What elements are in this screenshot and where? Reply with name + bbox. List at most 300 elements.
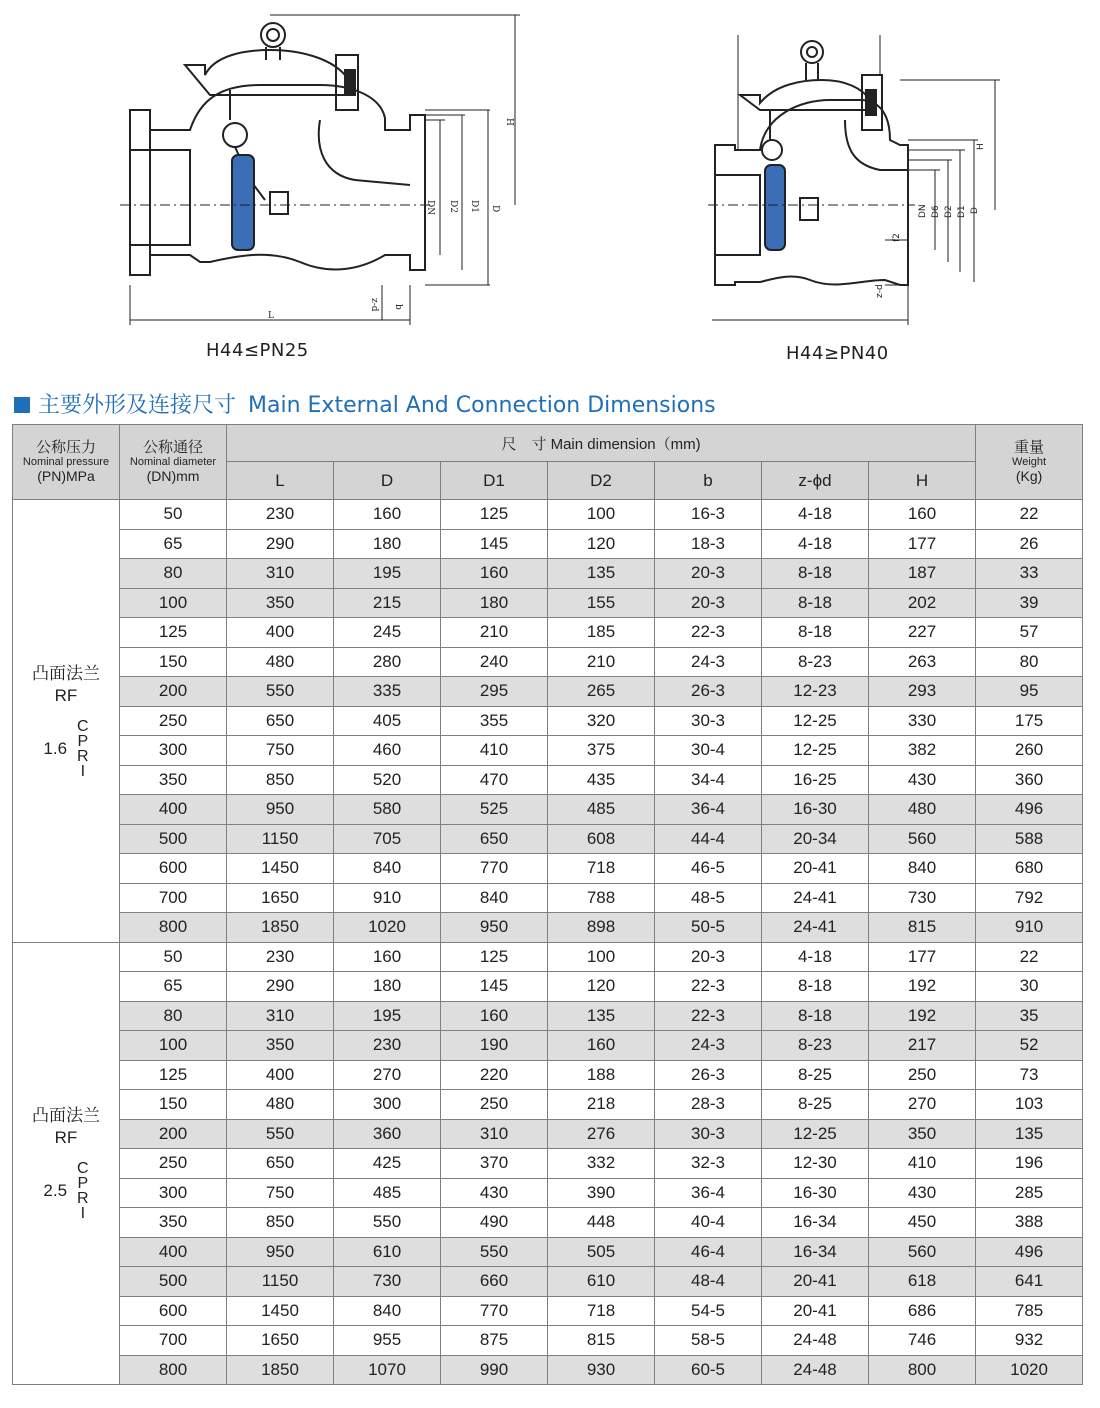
- cell-b: 18-3: [655, 529, 762, 559]
- pressure-value: 2.5: [43, 1181, 68, 1201]
- cell-d1: 470: [441, 765, 548, 795]
- cell-d2: 788: [548, 883, 655, 913]
- cell-d: 360: [334, 1119, 441, 1149]
- table-row: [13, 1090, 1083, 1120]
- cell-h: 250: [869, 1060, 976, 1090]
- cell-zd: 24-48: [762, 1355, 869, 1385]
- valve-drawings: [0, 0, 1100, 375]
- cell-b: 48-4: [655, 1267, 762, 1297]
- connection-type-en: RF: [54, 685, 78, 705]
- cell-d1: 160: [441, 1001, 548, 1031]
- table-row: [13, 972, 1083, 1002]
- cell-zd: 8-25: [762, 1060, 869, 1090]
- left-label-d2: D2: [448, 200, 458, 213]
- cell-d1: 355: [441, 706, 548, 736]
- cell-b: 36-4: [655, 795, 762, 825]
- cell-d2: 218: [548, 1090, 655, 1120]
- cell-zd: 24-48: [762, 1326, 869, 1356]
- cell-zd: 4-18: [762, 500, 869, 530]
- cell-b: 44-4: [655, 824, 762, 854]
- cell-d: 180: [334, 529, 441, 559]
- cell-l: 1850: [227, 1355, 334, 1385]
- cell-h: 192: [869, 972, 976, 1002]
- cell-d1: 430: [441, 1178, 548, 1208]
- cell-d: 335: [334, 677, 441, 707]
- cell-d: 160: [334, 500, 441, 530]
- cell-d: 160: [334, 942, 441, 972]
- cell-d: 230: [334, 1031, 441, 1061]
- table-row: [13, 942, 1083, 972]
- cell-l: 400: [227, 618, 334, 648]
- col-header-d2: D2: [548, 462, 655, 500]
- cell-d1: 550: [441, 1237, 548, 1267]
- cell-d1: 145: [441, 972, 548, 1002]
- cell-b: 20-3: [655, 588, 762, 618]
- left-label-l: L: [268, 311, 274, 321]
- cell-dn: 400: [120, 1237, 227, 1267]
- cell-kg: 785: [976, 1296, 1083, 1326]
- cell-d1: 160: [441, 559, 548, 589]
- cell-kg: 95: [976, 677, 1083, 707]
- cell-b: 20-3: [655, 559, 762, 589]
- material-class-letter: I: [80, 1205, 86, 1223]
- table-row: [13, 913, 1083, 943]
- left-drawing-caption: H44≤PN25: [206, 340, 309, 361]
- cell-d2: 505: [548, 1237, 655, 1267]
- cell-d1: 990: [441, 1355, 548, 1385]
- cell-kg: 39: [976, 588, 1083, 618]
- col-header-zd: z-ϕd: [762, 462, 869, 500]
- cell-b: 20-3: [655, 942, 762, 972]
- cell-d: 460: [334, 736, 441, 766]
- cell-d1: 210: [441, 618, 548, 648]
- cell-d2: 185: [548, 618, 655, 648]
- cell-d2: 210: [548, 647, 655, 677]
- cell-h: 560: [869, 824, 976, 854]
- cell-h: 270: [869, 1090, 976, 1120]
- cell-b: 24-3: [655, 647, 762, 677]
- material-class-letter: C: [77, 717, 89, 735]
- cell-d: 730: [334, 1267, 441, 1297]
- right-label-d6: D6: [931, 205, 941, 218]
- cell-b: 26-3: [655, 677, 762, 707]
- cell-h: 686: [869, 1296, 976, 1326]
- cell-dn: 80: [120, 559, 227, 589]
- cell-dn: 700: [120, 883, 227, 913]
- cell-d2: 898: [548, 913, 655, 943]
- cell-b: 26-3: [655, 1060, 762, 1090]
- cell-dn: 800: [120, 1355, 227, 1385]
- cell-zd: 8-18: [762, 559, 869, 589]
- cell-d1: 190: [441, 1031, 548, 1061]
- cell-d1: 295: [441, 677, 548, 707]
- cell-dn: 150: [120, 647, 227, 677]
- material-class-letter: P: [77, 732, 89, 750]
- cell-b: 34-4: [655, 765, 762, 795]
- cell-dn: 250: [120, 1149, 227, 1179]
- cell-kg: 35: [976, 1001, 1083, 1031]
- cell-d1: 875: [441, 1326, 548, 1356]
- cell-dn: 350: [120, 765, 227, 795]
- cell-b: 60-5: [655, 1355, 762, 1385]
- section-title-cn: 主要外形及连接尺寸: [38, 393, 237, 418]
- cell-l: 230: [227, 942, 334, 972]
- col-header-b: b: [655, 462, 762, 500]
- cell-h: 730: [869, 883, 976, 913]
- cell-h: 840: [869, 854, 976, 884]
- right-valve-drawing: [708, 41, 915, 285]
- cell-zd: 16-34: [762, 1237, 869, 1267]
- cell-dn: 250: [120, 706, 227, 736]
- right-label-zd: z-d: [875, 284, 885, 298]
- cell-h: 450: [869, 1208, 976, 1238]
- connection-type-cn: 凸面法兰: [32, 1106, 100, 1126]
- cell-d1: 950: [441, 913, 548, 943]
- cell-kg: 496: [976, 1237, 1083, 1267]
- cell-l: 310: [227, 1001, 334, 1031]
- cell-d2: 608: [548, 824, 655, 854]
- cell-l: 950: [227, 795, 334, 825]
- cell-b: 28-3: [655, 1090, 762, 1120]
- table-row: [13, 706, 1083, 736]
- cell-h: 187: [869, 559, 976, 589]
- cell-kg: 175: [976, 706, 1083, 736]
- cell-zd: 8-18: [762, 618, 869, 648]
- cell-kg: 30: [976, 972, 1083, 1002]
- cell-h: 177: [869, 942, 976, 972]
- cell-d: 405: [334, 706, 441, 736]
- cell-dn: 700: [120, 1326, 227, 1356]
- cell-zd: 8-18: [762, 1001, 869, 1031]
- header-dn-unit: (DN)mm: [146, 468, 200, 484]
- cell-dn: 800: [120, 913, 227, 943]
- cell-d: 955: [334, 1326, 441, 1356]
- pressure-rating: [13, 719, 119, 779]
- cell-h: 618: [869, 1267, 976, 1297]
- cell-d: 485: [334, 1178, 441, 1208]
- cell-h: 330: [869, 706, 976, 736]
- left-label-dn: DN: [425, 200, 435, 216]
- cell-d1: 145: [441, 529, 548, 559]
- cell-d: 1070: [334, 1355, 441, 1385]
- cell-b: 54-5: [655, 1296, 762, 1326]
- cell-b: 40-4: [655, 1208, 762, 1238]
- cell-kg: 932: [976, 1326, 1083, 1356]
- cell-d1: 660: [441, 1267, 548, 1297]
- header-weight-cn: 重量: [1014, 439, 1045, 456]
- right-drawing-caption: H44≥PN40: [786, 343, 889, 364]
- cell-dn: 500: [120, 824, 227, 854]
- cell-b: 16-3: [655, 500, 762, 530]
- header-weight: [976, 425, 1083, 500]
- cell-d: 705: [334, 824, 441, 854]
- header-pn-cn: 公称压力: [35, 439, 96, 456]
- material-class-letter: R: [77, 747, 89, 765]
- cell-b: 46-4: [655, 1237, 762, 1267]
- cell-d: 270: [334, 1060, 441, 1090]
- cell-h: 217: [869, 1031, 976, 1061]
- table-row: [13, 854, 1083, 884]
- cell-zd: 8-23: [762, 647, 869, 677]
- cell-dn: 350: [120, 1208, 227, 1238]
- cell-l: 290: [227, 529, 334, 559]
- section-title: [14, 388, 716, 419]
- material-class-letters: [77, 719, 89, 779]
- cell-b: 50-5: [655, 913, 762, 943]
- cell-h: 430: [869, 765, 976, 795]
- cell-d: 195: [334, 559, 441, 589]
- cell-zd: 16-25: [762, 765, 869, 795]
- cell-b: 30-3: [655, 1119, 762, 1149]
- cell-zd: 20-41: [762, 1296, 869, 1326]
- cell-zd: 12-23: [762, 677, 869, 707]
- cell-dn: 100: [120, 1031, 227, 1061]
- cell-l: 1650: [227, 883, 334, 913]
- cell-d1: 650: [441, 824, 548, 854]
- cell-d2: 390: [548, 1178, 655, 1208]
- header-nominal-pressure: [13, 425, 120, 500]
- cell-l: 850: [227, 1208, 334, 1238]
- cell-h: 227: [869, 618, 976, 648]
- cell-zd: 8-18: [762, 588, 869, 618]
- cell-d1: 840: [441, 883, 548, 913]
- table-row: [13, 647, 1083, 677]
- cell-kg: 388: [976, 1208, 1083, 1238]
- pressure-group-cell: [13, 500, 120, 943]
- cell-d: 300: [334, 1090, 441, 1120]
- cell-zd: 16-30: [762, 1178, 869, 1208]
- table-row: [13, 883, 1083, 913]
- connection-type-en: RF: [54, 1128, 78, 1148]
- table-row: [13, 1267, 1083, 1297]
- cell-d: 840: [334, 1296, 441, 1326]
- cell-l: 650: [227, 1149, 334, 1179]
- cell-h: 263: [869, 647, 976, 677]
- cell-zd: 8-18: [762, 972, 869, 1002]
- cell-b: 48-5: [655, 883, 762, 913]
- cell-kg: 26: [976, 529, 1083, 559]
- cell-l: 750: [227, 1178, 334, 1208]
- cell-d1: 180: [441, 588, 548, 618]
- cell-dn: 125: [120, 1060, 227, 1090]
- cell-b: 22-3: [655, 618, 762, 648]
- cell-zd: 12-25: [762, 736, 869, 766]
- cell-d2: 435: [548, 765, 655, 795]
- header-weight-unit: (Kg): [1015, 468, 1043, 484]
- cell-h: 202: [869, 588, 976, 618]
- cell-h: 746: [869, 1326, 976, 1356]
- cell-l: 1450: [227, 1296, 334, 1326]
- cell-d1: 490: [441, 1208, 548, 1238]
- table-row: [13, 1237, 1083, 1267]
- cell-l: 1150: [227, 1267, 334, 1297]
- cell-dn: 100: [120, 588, 227, 618]
- cell-d1: 125: [441, 500, 548, 530]
- cell-kg: 910: [976, 913, 1083, 943]
- cell-zd: 4-18: [762, 529, 869, 559]
- cell-d: 520: [334, 765, 441, 795]
- cell-h: 480: [869, 795, 976, 825]
- cell-l: 1650: [227, 1326, 334, 1356]
- cell-d: 215: [334, 588, 441, 618]
- col-header-l: L: [227, 462, 334, 500]
- cell-d2: 930: [548, 1355, 655, 1385]
- cell-d2: 448: [548, 1208, 655, 1238]
- table-row: [13, 1031, 1083, 1061]
- pressure-rating: [13, 1161, 119, 1221]
- left-label-h: H: [504, 118, 514, 126]
- header-main-dimension: 尺 寸 Main dimension（mm): [227, 425, 976, 462]
- cell-b: 32-3: [655, 1149, 762, 1179]
- cell-h: 815: [869, 913, 976, 943]
- material-class-letter: C: [77, 1160, 89, 1178]
- cell-kg: 22: [976, 500, 1083, 530]
- cell-d1: 370: [441, 1149, 548, 1179]
- table-row: [13, 1060, 1083, 1090]
- table-row: [13, 1178, 1083, 1208]
- cell-kg: 496: [976, 795, 1083, 825]
- cell-d2: 375: [548, 736, 655, 766]
- cell-h: 160: [869, 500, 976, 530]
- cell-b: 36-4: [655, 1178, 762, 1208]
- header-dn-cn: 公称通径: [142, 439, 203, 456]
- cell-dn: 65: [120, 972, 227, 1002]
- cell-dn: 200: [120, 1119, 227, 1149]
- cell-b: 22-3: [655, 972, 762, 1002]
- cell-d: 425: [334, 1149, 441, 1179]
- cell-kg: 33: [976, 559, 1083, 589]
- cell-l: 290: [227, 972, 334, 1002]
- table-row: [13, 677, 1083, 707]
- cell-l: 350: [227, 1031, 334, 1061]
- table-row: [13, 1326, 1083, 1356]
- cell-l: 1150: [227, 824, 334, 854]
- cell-d2: 610: [548, 1267, 655, 1297]
- left-label-d: D: [490, 205, 500, 213]
- cell-zd: 20-41: [762, 1267, 869, 1297]
- cell-dn: 50: [120, 942, 227, 972]
- cell-zd: 24-41: [762, 883, 869, 913]
- cell-d2: 276: [548, 1119, 655, 1149]
- cell-kg: 73: [976, 1060, 1083, 1090]
- cell-d1: 220: [441, 1060, 548, 1090]
- table-row: [13, 588, 1083, 618]
- table-row: [13, 1355, 1083, 1385]
- cell-d: 195: [334, 1001, 441, 1031]
- cell-l: 850: [227, 765, 334, 795]
- connection-type-cn: 凸面法兰: [32, 663, 100, 683]
- cell-dn: 600: [120, 854, 227, 884]
- cell-b: 30-4: [655, 736, 762, 766]
- cell-dn: 600: [120, 1296, 227, 1326]
- cell-d: 245: [334, 618, 441, 648]
- cell-kg: 641: [976, 1267, 1083, 1297]
- cell-b: 22-3: [655, 1001, 762, 1031]
- cell-d2: 160: [548, 1031, 655, 1061]
- cell-b: 30-3: [655, 706, 762, 736]
- cell-d2: 718: [548, 854, 655, 884]
- header-dn-en: Nominal diameter: [129, 456, 217, 468]
- cell-zd: 24-41: [762, 913, 869, 943]
- table-row: [13, 500, 1083, 530]
- cell-dn: 65: [120, 529, 227, 559]
- cell-zd: 12-30: [762, 1149, 869, 1179]
- cell-l: 750: [227, 736, 334, 766]
- cell-d2: 135: [548, 1001, 655, 1031]
- cell-kg: 80: [976, 647, 1083, 677]
- cell-kg: 57: [976, 618, 1083, 648]
- col-header-d1: D1: [441, 462, 548, 500]
- cell-h: 350: [869, 1119, 976, 1149]
- material-class-letter: I: [80, 762, 86, 780]
- cell-d2: 155: [548, 588, 655, 618]
- table-row: [13, 765, 1083, 795]
- cell-h: 800: [869, 1355, 976, 1385]
- cell-kg: 52: [976, 1031, 1083, 1061]
- cell-kg: 588: [976, 824, 1083, 854]
- cell-kg: 285: [976, 1178, 1083, 1208]
- cell-d: 840: [334, 854, 441, 884]
- col-header-h: H: [869, 462, 976, 500]
- header-weight-en: Weight: [1012, 456, 1047, 468]
- dimensions-table: [12, 424, 1083, 1385]
- cell-kg: 680: [976, 854, 1083, 884]
- cell-d1: 770: [441, 854, 548, 884]
- left-label-d1: D1: [469, 200, 479, 213]
- cell-d2: 332: [548, 1149, 655, 1179]
- cell-d: 280: [334, 647, 441, 677]
- cell-d: 580: [334, 795, 441, 825]
- cell-h: 177: [869, 529, 976, 559]
- cell-kg: 196: [976, 1149, 1083, 1179]
- table-row: [13, 618, 1083, 648]
- table-row: [13, 824, 1083, 854]
- cell-l: 1850: [227, 913, 334, 943]
- table-row: [13, 1119, 1083, 1149]
- cell-d2: 120: [548, 529, 655, 559]
- pressure-value: 1.6: [43, 738, 68, 758]
- cell-zd: 12-25: [762, 706, 869, 736]
- right-label-h: H: [976, 143, 986, 150]
- cell-d1: 125: [441, 942, 548, 972]
- cell-d2: 485: [548, 795, 655, 825]
- table-row: [13, 1296, 1083, 1326]
- cell-d: 610: [334, 1237, 441, 1267]
- cell-l: 230: [227, 500, 334, 530]
- cell-dn: 50: [120, 500, 227, 530]
- cell-d1: 240: [441, 647, 548, 677]
- cell-l: 650: [227, 706, 334, 736]
- cell-d2: 815: [548, 1326, 655, 1356]
- cell-b: 24-3: [655, 1031, 762, 1061]
- material-class-letter: R: [77, 1190, 89, 1208]
- table-body: [13, 500, 1083, 1385]
- cell-b: 58-5: [655, 1326, 762, 1356]
- table-row: [13, 1149, 1083, 1179]
- cell-l: 1450: [227, 854, 334, 884]
- cell-l: 550: [227, 677, 334, 707]
- left-dimension-labels: [268, 118, 514, 321]
- cell-h: 293: [869, 677, 976, 707]
- cell-dn: 125: [120, 618, 227, 648]
- cell-h: 430: [869, 1178, 976, 1208]
- cell-d2: 100: [548, 942, 655, 972]
- cell-d2: 265: [548, 677, 655, 707]
- cell-d2: 120: [548, 972, 655, 1002]
- cell-zd: 4-18: [762, 942, 869, 972]
- right-label-f2: f2: [892, 233, 902, 242]
- table-row: [13, 795, 1083, 825]
